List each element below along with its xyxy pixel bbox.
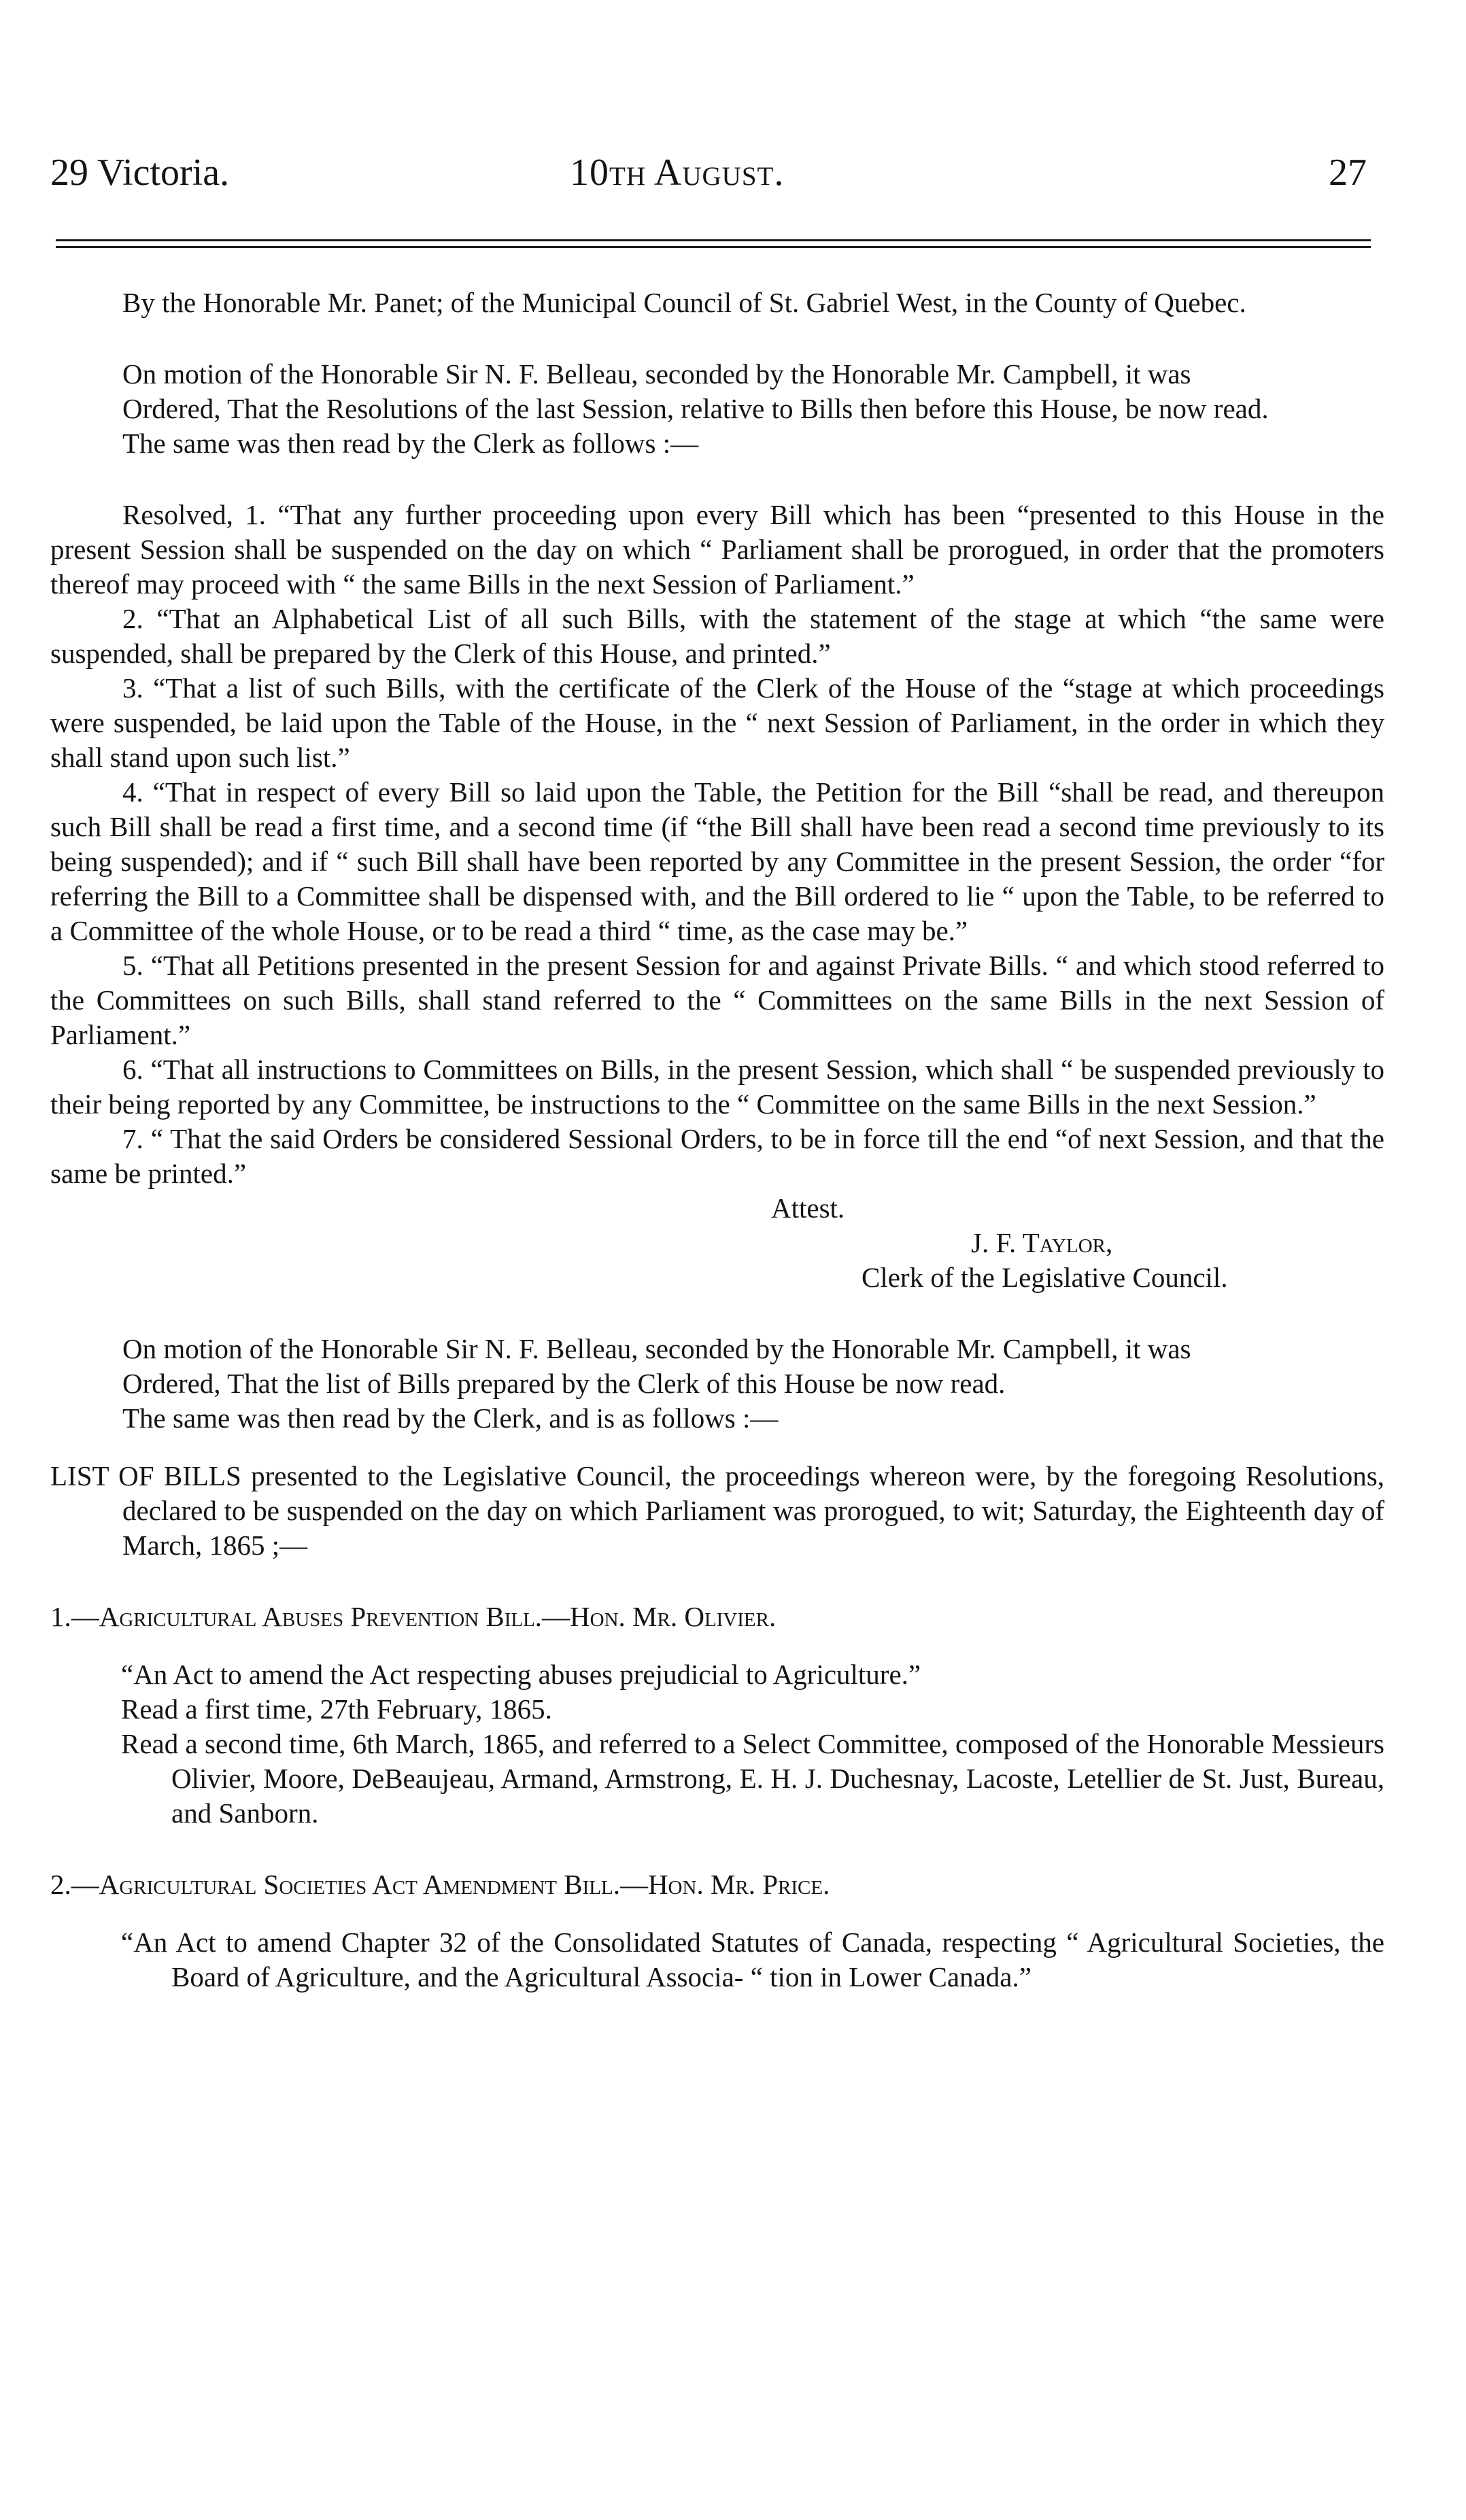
header-rule-bottom — [56, 246, 1371, 248]
bill-first-reading: Read a first time, 27th February, 1865. — [121, 1693, 552, 1725]
session-label: 29 Victoria. — [50, 152, 230, 194]
motion-paragraph: On motion of the Honorable Sir N. F. Belleau, seconded by the Honorable Mr. Campbell, it was — [122, 358, 1191, 390]
bill-title: “An Act to amend Chapter 32 of the Consolidated Statutes of Canada, respecting “ Agricultural Societies, the Board of Agriculture, and the Agricultural Associa- “ tion in Lower Canada.” — [121, 1927, 1384, 1992]
clerk-title: Clerk of the Legislative Council. — [862, 1262, 1228, 1293]
read-paragraph: The same was then read by the Clerk as follows :— — [122, 428, 699, 459]
ordered-paragraph: Ordered, That the Resolutions of the last Session, relative to Bills then before this House, be now read. — [122, 393, 1269, 424]
resolution-item: 4. “That in respect of every Bill so laid upon the Table, the Petition for the Bill “shall be read, and thereupon such Bill shall be read a first time, and a second time (if “the Bill shall have been read a second time previously to its being suspended); and if “ such Bill shall have been reported by any Committee in the present Session, the order “for referring the Bill to a Committee shall be dispensed with, and the Bill ordered to lie “ upon the Table, to be referred to a Committee of the whole House, or to be read a third “ time, as the case may be.” — [50, 776, 1384, 946]
resolution-item: 2. “That an Alphabetical List of all such Bills, with the statement of the stage at which “the same were suspended, shall be prepared by the Clerk of this House, and printed.” — [50, 603, 1384, 669]
bill-entry — [50, 1867, 1384, 1995]
motion-paragraph: On motion of the Honorable Sir N. F. Belleau, seconded by the Honorable Mr. Campbell, it was — [122, 1333, 1191, 1364]
bill-entry — [50, 1600, 1384, 1831]
resolution-item: 6. “That all instructions to Committees on Bills, in the present Session, which shall “ be suspended previously to their being reported by any Committee, be instructions to the “ Committee on the same Bills in the next Session.” — [50, 1054, 1384, 1120]
date-label: 10th August. — [570, 152, 785, 194]
resolution-item: 7. “ That the said Orders be considered Sessional Orders, to be in force till the end “of next Session, and that the same be printed.” — [50, 1123, 1384, 1189]
clerk-name: J. F. Taylor, — [971, 1227, 1113, 1258]
presented-by-paragraph: By the Honorable Mr. Panet; of the Municipal Council of St. Gabriel West, in the County of Quebec. — [122, 287, 1246, 318]
document-body — [50, 286, 1384, 1995]
resolution-item: 3. “That a list of such Bills, with the certificate of the Clerk of the House of the “stage at which proceedings were suspended, be laid upon the Table of the House, in the “ next Session of Parliament, in the order in which they shall stand upon such list.” — [50, 672, 1384, 773]
resolution-item: 5. “That all Petitions presented in the present Session for and against Private Bills. “ and which stood referred to the Committees on such Bills, shall stand referred to the “ Committees on the same Bills in the next Session of Parliament.” — [50, 950, 1384, 1050]
bill-title: “An Act to amend the Act respecting abuses prejudicial to Agriculture.” — [121, 1659, 921, 1690]
list-intro: LIST OF BILLS presented to the Legislative Council, the proceedings whereon were, by the foregoing Resolutions, declared to be suspended on the day on which Parliament was prorogued, to wit; Saturday, the Eighteenth day of March, 1865 ;— — [50, 1460, 1384, 1561]
resolution-item: Resolved, 1. “That any further proceeding upon every Bill which has been “presented to this House in the present Session shall be suspended on the day on which “ Parliament shall be prorogued, in order that the promoters thereof may proceed with “ the same Bills in the next Session of Parliament.” — [50, 499, 1384, 600]
bill-heading: 2.—Agricultural Societies Act Amendment Bill.—Hon. Mr. Price. — [50, 1869, 830, 1900]
bill-heading: 1.—Agricultural Abuses Prevention Bill.—Hon. Mr. Olivier. — [50, 1601, 777, 1632]
resolutions-list — [50, 498, 1384, 1191]
attest-word: Attest. — [771, 1192, 845, 1224]
header-rule-top — [56, 239, 1371, 241]
page-number: 27 — [1329, 152, 1367, 194]
ordered-paragraph: Ordered, That the list of Bills prepared by the Clerk of this House be now read. — [122, 1368, 1006, 1399]
bill-second-reading: Read a second time, 6th March, 1865, and referred to a Select Committee, composed of the Honorable Messieurs Olivier, Moore, DeBeaujeau, Armand, Armstrong, E. H. J. Duchesnay, Lacoste, Letellier de St. Just, Bureau, and Sanborn. — [121, 1728, 1384, 1829]
page-header — [0, 151, 1466, 212]
read-paragraph: The same was then read by the Clerk, and is as follows :— — [122, 1402, 779, 1434]
